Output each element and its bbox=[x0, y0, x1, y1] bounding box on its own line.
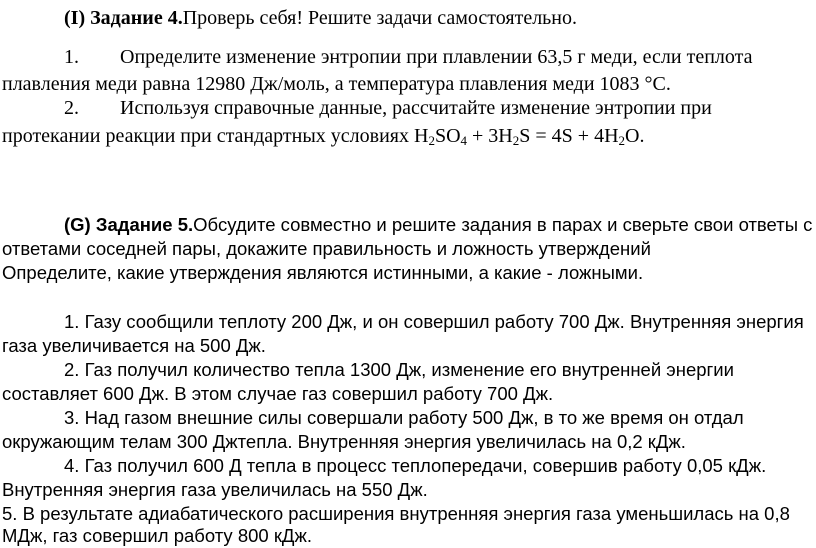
task5-line2: ответами соседней пары, докажите правильность и ложность утверждений bbox=[2, 238, 651, 259]
task4-heading-bold: (I) Задание 4. bbox=[64, 7, 183, 29]
subscript: 2 bbox=[512, 133, 520, 148]
subscript: 2 bbox=[428, 133, 435, 148]
formula-part: O. bbox=[625, 125, 645, 147]
formula-part: + 3H bbox=[467, 125, 513, 147]
statement-line: окружающим телам 300 Джтепла. Внутренняя энергия увеличилась на 0,2 кДж. bbox=[2, 431, 686, 452]
task4-item2-line2 bbox=[2, 124, 644, 148]
statement-line: газа увеличивается на 500 Дж. bbox=[2, 335, 266, 356]
task4-heading bbox=[64, 6, 577, 30]
task5-line3: Определите, какие утверждения являются истинными, а какие - ложными. bbox=[2, 262, 644, 283]
task4-heading-rest: Проверь себя! Решите задачи самостоятельно. bbox=[182, 7, 577, 29]
statement-line: МДж, газ совершил работу 800 кДж. bbox=[2, 525, 312, 546]
formula-part: S = 4S + 4H bbox=[519, 125, 619, 147]
statement-line: 4. Газ получил 600 Д тепла в процесс теплопередачи, совершив работу 0,05 кДж. bbox=[64, 455, 767, 476]
task4-item2-number: 2. bbox=[64, 97, 79, 119]
statement-line: составляет 600 Дж. В этом случае газ совершил работу 700 Дж. bbox=[2, 383, 554, 404]
statement-line: 2. Газ получил количество тепла 1300 Дж, изменение его внутренней энергии bbox=[64, 359, 734, 380]
subscript: 2 bbox=[618, 133, 626, 148]
statement-line: Внутренняя энергия газа увеличилась на 550 Дж. bbox=[2, 479, 428, 500]
formula-part: SO bbox=[434, 125, 461, 147]
subscript: 4 bbox=[460, 133, 468, 148]
task4-item1-number: 1. bbox=[64, 46, 79, 68]
statement-line: 1. Газу сообщили теплоту 200 Дж, и он совершил работу 700 Дж. Внутренняя энергия bbox=[64, 311, 804, 332]
task5-heading bbox=[64, 213, 812, 237]
task4-item1-line2: плавления меди равна 12980 Дж/моль, а температура плавления меди 1083 °С. bbox=[2, 73, 671, 95]
reaction-prefix: протекании реакции при стандартных условиях H bbox=[2, 125, 429, 147]
task4-item2-line1: Используя справочные данные, рассчитайте изменение энтропии при bbox=[120, 97, 712, 119]
statement-line: 3. Над газом внешние силы совершали работу 500 Дж, в то же время он отдал bbox=[64, 407, 744, 428]
task4-item1-line1: Определите изменение энтропии при плавлении 63,5 г меди, если теплота bbox=[120, 46, 753, 68]
task5-heading-rest: Обсудите совместно и решите задания в парах и сверьте свои ответы с bbox=[193, 214, 813, 235]
statement-line: 5. В результате адиабатического расширения внутренняя энергия газа уменьшилась на 0,8 bbox=[2, 503, 790, 524]
task5-heading-bold: (G) Задание 5. bbox=[64, 214, 194, 235]
